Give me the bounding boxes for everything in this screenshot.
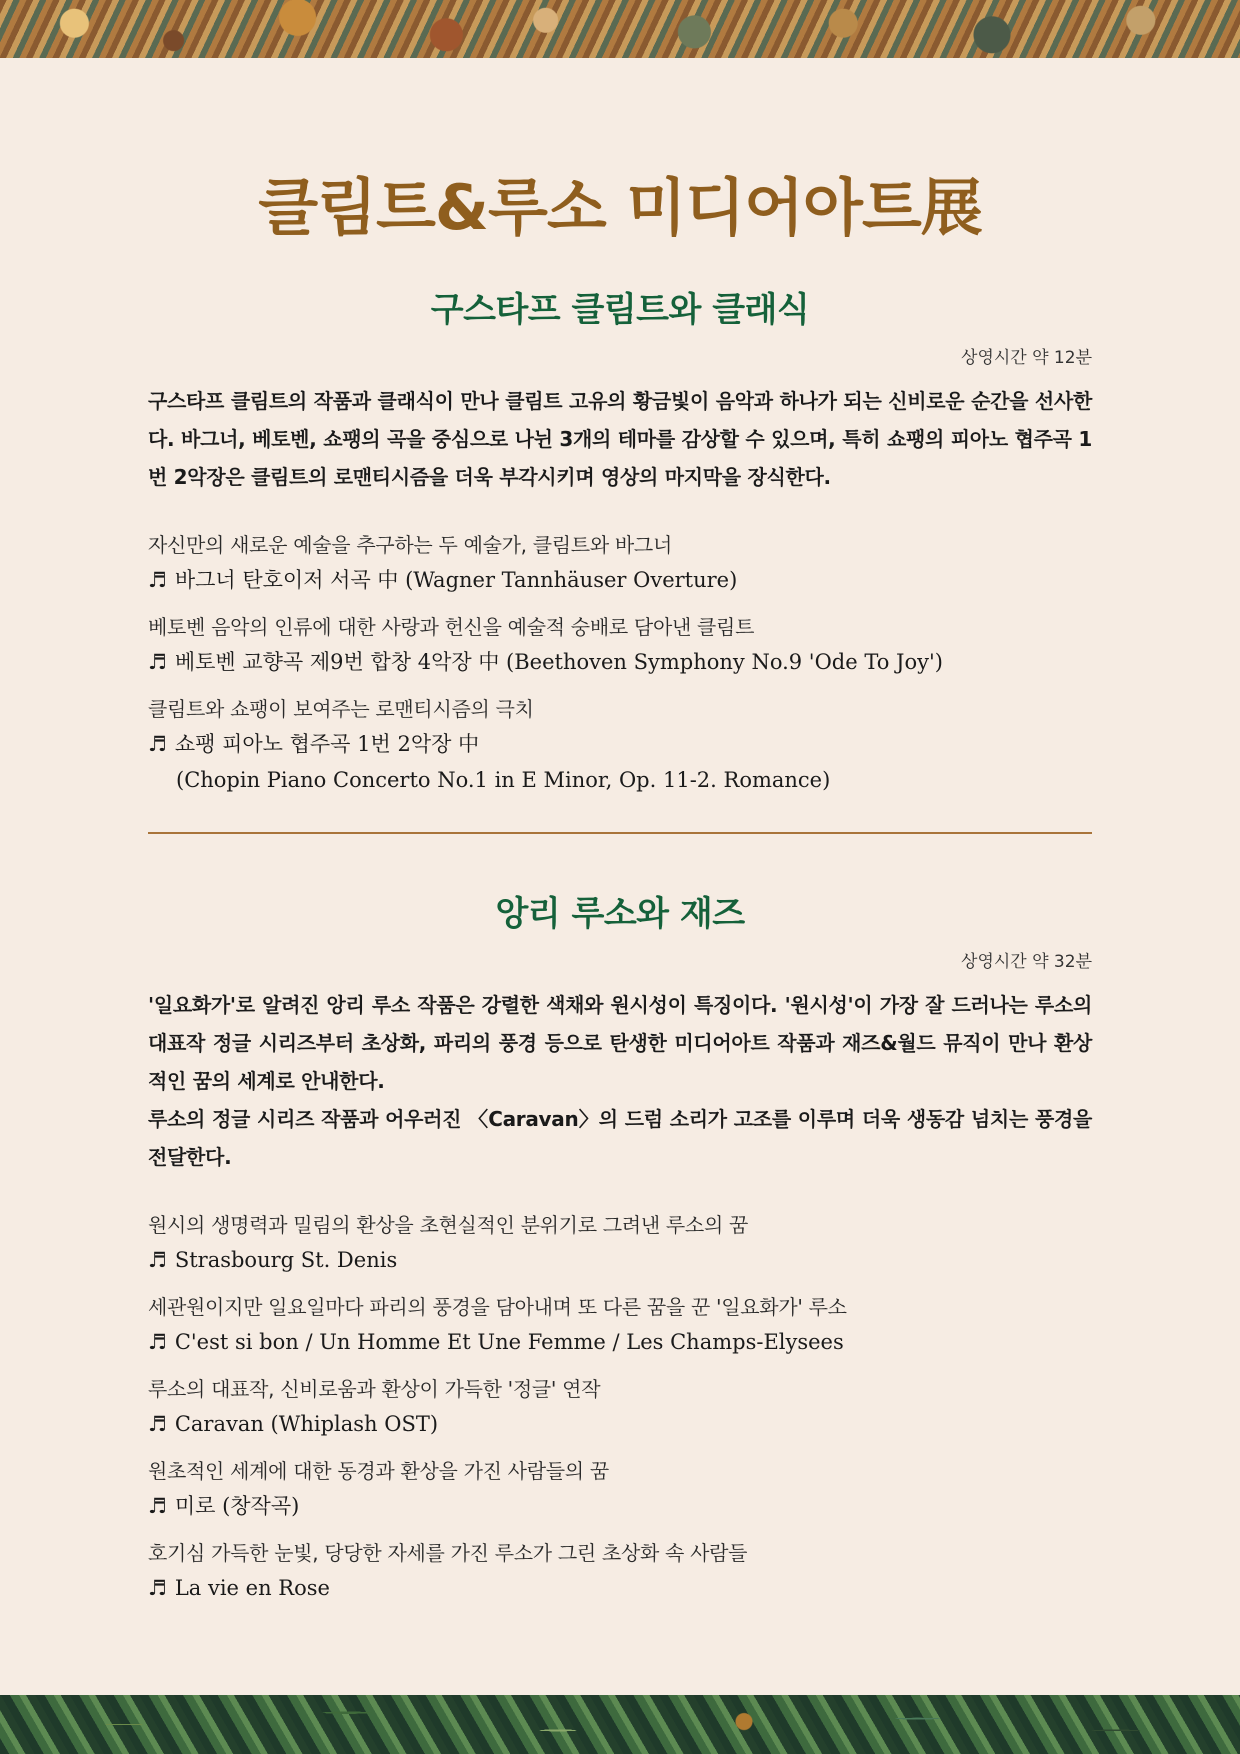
track-description: 클림트와 쇼팽이 보여주는 로맨티시즘의 극치 [148, 697, 534, 721]
song-title: La vie en Rose [174, 1576, 330, 1600]
music-note-icon: ♬ [148, 1330, 167, 1354]
song-title: 바그너 탄호이저 서곡 中 (Wagner Tannhäuser Overture) [174, 568, 738, 592]
track-description: 원시의 생명력과 밀림의 환상을 초현실적인 분위기로 그려낸 루소의 꿈 [148, 1213, 749, 1237]
song-title-english: (Chopin Piano Concerto No.1 in E Minor, Op. 11-2. Romance) [176, 768, 831, 792]
song-title: Strasbourg St. Denis [174, 1248, 398, 1272]
song-title: C'est si bon / Un Homme Et Une Femme / Les Champs-Elysees [174, 1330, 844, 1354]
section-rousseau [148, 886, 1092, 1606]
track-description: 루소의 대표작, 신비로움과 환상이 가득한 '정글' 연작 [148, 1377, 601, 1401]
track-description: 자신만의 새로운 예술을 추구하는 두 예술가, 클림트와 바그너 [148, 533, 672, 557]
track-song [148, 1242, 1092, 1278]
music-note-icon: ♬ [148, 568, 167, 592]
music-note-icon: ♬ [148, 650, 167, 674]
track-song [148, 726, 1092, 798]
track-item [148, 1536, 1092, 1606]
track-item [148, 692, 1092, 798]
track-description: 호기심 가득한 눈빛, 당당한 자세를 가진 루소가 그린 초상화 속 사람들 [148, 1541, 748, 1565]
song-title: Caravan (Whiplash OST) [174, 1412, 439, 1436]
music-note-icon: ♬ [148, 732, 167, 756]
music-note-icon: ♬ [148, 1248, 167, 1272]
track-item [148, 1454, 1092, 1524]
track-song [148, 1488, 1092, 1524]
track-song [148, 1570, 1092, 1606]
music-note-icon: ♬ [148, 1412, 167, 1436]
track-item [148, 528, 1092, 598]
song-title: 미로 (창작곡) [174, 1494, 300, 1518]
track-description: 베토벤 음악의 인류에 대한 사랑과 헌신을 예술적 숭배로 담아낸 클림트 [148, 615, 755, 639]
song-title: 베토벤 교향곡 제9번 합창 4악장 中 (Beethoven Symphony No.9 'Ode To Joy') [174, 650, 943, 674]
section-description: '일요화가'로 알려진 앙리 루소 작품은 강렬한 색채와 원시성이 특징이다. '원시성'이 가장 잘 드러나는 루소의 대표작 정글 시리즈부터 초상화, 파리의 풍경 등으로 탄생한 미디어아트 작품과 재즈&월드 뮤직이 만나 환상적인 꿈의 세계로 안내한다. [148, 993, 1092, 1093]
section-divider [148, 832, 1092, 834]
section-title: 구스타프 클림트와 클래식 [430, 290, 810, 330]
music-note-icon: ♬ [148, 1494, 167, 1518]
track-song [148, 1406, 1092, 1442]
track-description: 세관원이지만 일요일마다 파리의 풍경을 담아내며 또 다른 꿈을 꾼 '일요화가' 루소 [148, 1295, 847, 1319]
music-note-icon: ♬ [148, 1576, 167, 1600]
section-title: 앙리 루소와 재즈 [495, 894, 745, 934]
track-item [148, 610, 1092, 680]
section-description: 구스타프 클림트의 작품과 클래식이 만나 클림트 고유의 황금빛이 음악과 하나가 되는 신비로운 순간을 선사한다. 바그너, 베토벤, 쇼팽의 곡을 중심으로 나뉜 3개의 테마를 감상할 수 있으며, 특히 쇼팽의 피아노 협주곡 1번 2악장은 클림트의 로맨티시즘을 더욱 부각시키며 영상의 마지막을 장식한다. [148, 389, 1092, 489]
track-item [148, 1372, 1092, 1442]
section-description-2: 루소의 정글 시리즈 작품과 어우러진 〈Caravan〉의 드럼 소리가 고조를 이루며 더욱 생동감 넘치는 풍경을 전달한다. [148, 1107, 1092, 1169]
track-song [148, 1324, 1092, 1360]
klimt-painting-banner [0, 0, 1240, 58]
section-klimt [148, 282, 1092, 798]
runtime-label: 상영시간 약 12분 [961, 348, 1092, 368]
track-song [148, 644, 1092, 680]
track-item [148, 1208, 1092, 1278]
page-title: 클림트&루소 미디어아트展 [258, 171, 982, 244]
rousseau-jungle-banner [0, 1695, 1240, 1754]
track-description: 원초적인 세계에 대한 동경과 환상을 가진 사람들의 꿈 [148, 1459, 609, 1483]
track-song [148, 562, 1092, 598]
song-title: 쇼팽 피아노 협주곡 1번 2악장 中 [174, 732, 480, 756]
track-item [148, 1290, 1092, 1360]
runtime-label: 상영시간 약 32분 [961, 952, 1092, 972]
